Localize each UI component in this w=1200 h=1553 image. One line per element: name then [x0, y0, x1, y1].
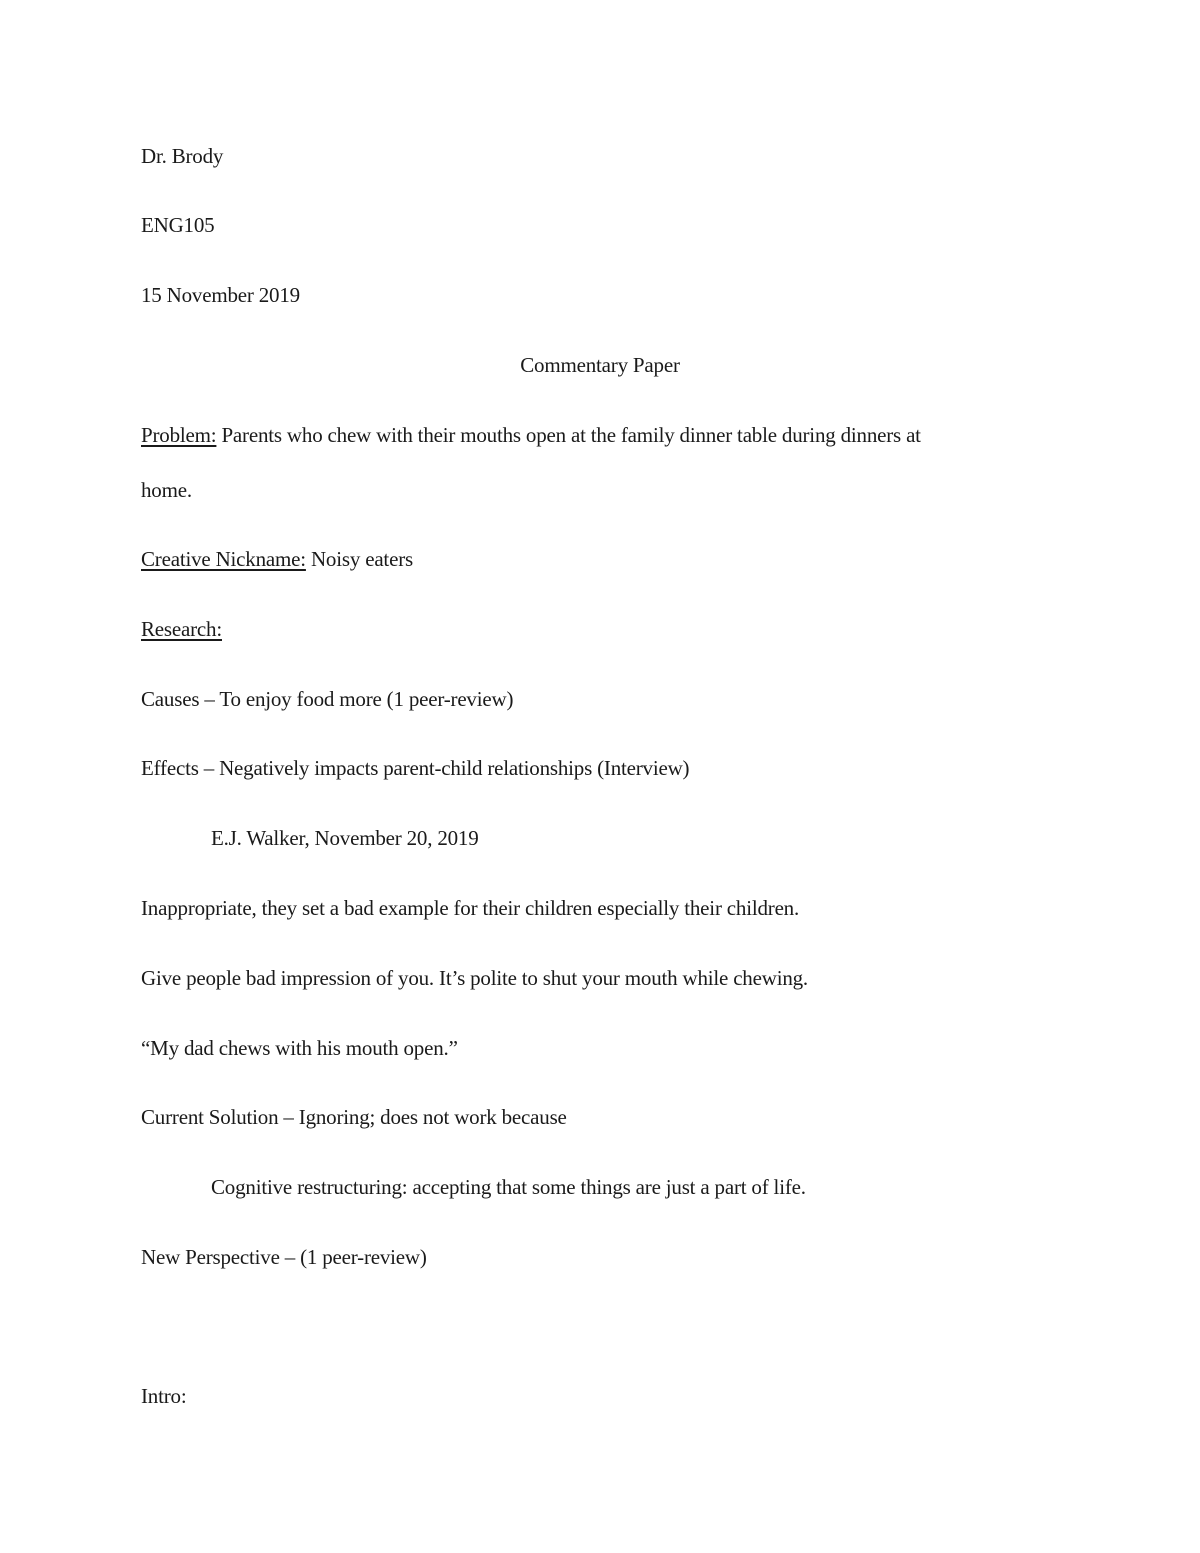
instructor-name: Dr. Brody: [141, 144, 224, 168]
interview-quote-1: Inappropriate, they set a bad example for their children especially their children.: [141, 896, 800, 920]
intro-heading: Intro:: [141, 1384, 187, 1408]
nickname-line: [141, 545, 413, 573]
problem-label: Problem:: [141, 423, 217, 447]
research-heading: [141, 615, 222, 643]
interview-quote-3: “My dad chews with his mouth open.”: [141, 1036, 458, 1060]
interview-source: E.J. Walker, November 20, 2019: [211, 826, 479, 850]
current-solution: Current Solution – Ignoring; does not work because: [141, 1105, 567, 1129]
document-date: 15 November 2019: [141, 283, 300, 307]
paper-title: Commentary Paper: [520, 353, 680, 377]
interview-quote-2: Give people bad impression of you. It’s polite to shut your mouth while chewing.: [141, 966, 808, 990]
problem-line-2: home.: [141, 478, 192, 502]
course-code: ENG105: [141, 213, 215, 237]
problem-line-1: [141, 421, 921, 449]
nickname-text: Noisy eaters: [305, 547, 413, 571]
research-label: Research:: [141, 617, 222, 641]
new-perspective: New Perspective – (1 peer-review): [141, 1245, 427, 1269]
problem-text-1: Parents who chew with their mouths open at the family dinner table during dinners at: [216, 423, 921, 447]
cognitive-restructuring: Cognitive restructuring: accepting that some things are just a part of life.: [211, 1175, 806, 1199]
nickname-label: Creative Nickname:: [141, 547, 306, 571]
research-causes: Causes – To enjoy food more (1 peer-review): [141, 687, 514, 711]
research-effects: Effects – Negatively impacts parent-child relationships (Interview): [141, 756, 690, 780]
